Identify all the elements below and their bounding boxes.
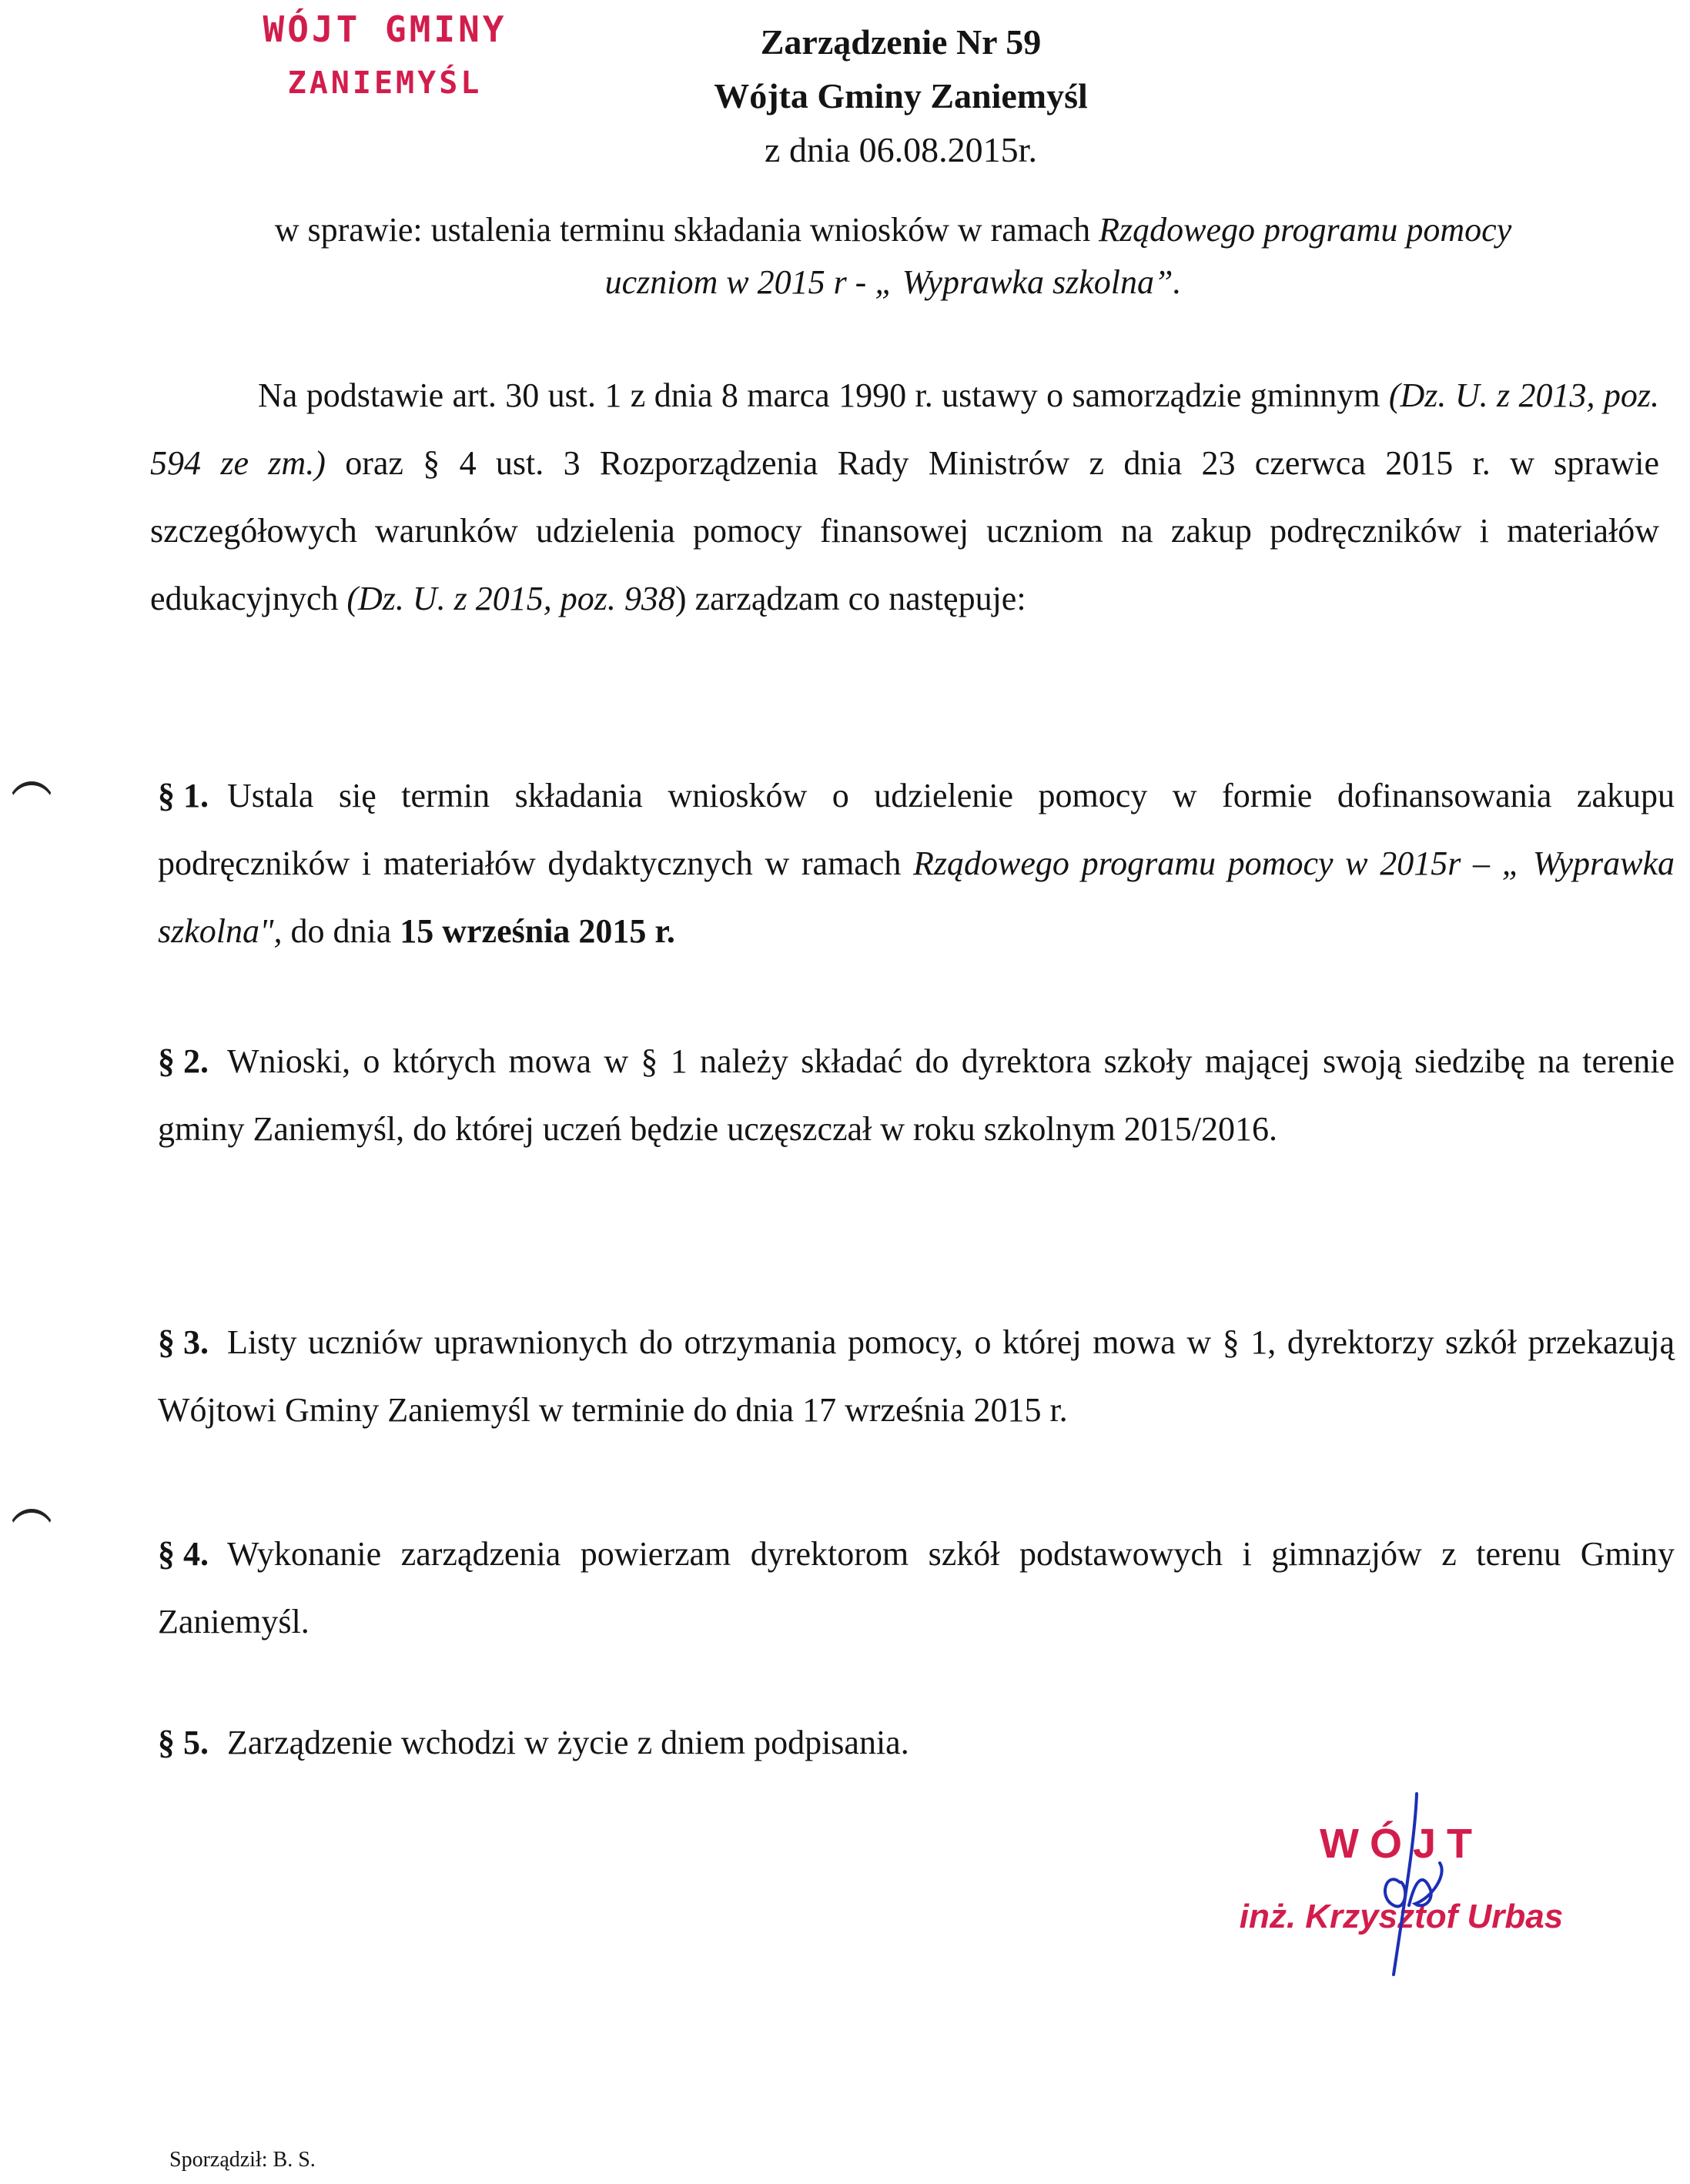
section-2	[158, 1028, 1675, 1163]
document-title: Zarządzenie Nr 59	[760, 22, 1042, 62]
handwritten-signature	[1363, 1790, 1478, 1982]
subject-program-cont: uczniom w 2015 r - „ Wyprawka szkolna”.	[604, 263, 1182, 301]
section-program-name: Rządowego programu pomocy w 2015r – „ Wyprawka szkolna",	[158, 845, 1675, 950]
punch-hole-mark	[8, 781, 55, 808]
section-number: § 2.	[158, 1042, 209, 1080]
document-header	[601, 15, 1201, 177]
stamp-line-1: WÓJT GMINY	[263, 8, 507, 50]
section-text: do dnia	[282, 912, 400, 950]
section-deadline: 15 września 2015 r.	[400, 912, 675, 950]
document-subject	[154, 204, 1632, 309]
subject-program: Rządowego programu pomocy	[1099, 211, 1512, 249]
punch-hole-mark	[8, 1509, 55, 1536]
section-text: Zarządzenie wchodzi w życie z dniem podpisania.	[227, 1724, 909, 1761]
section-text: Ustala się termin składania wniosków o udzielenie pomocy w formie dofinansowania zakupu podręczników i materiałów dydaktycznych w ramach	[158, 777, 1675, 882]
intro-text: Na podstawie art. 30 ust. 1 z dnia 8 marca 1990 r. ustawy o samorządzie gminnym	[258, 376, 1389, 414]
intro-citation: (Dz. U. z 2015, poz. 938	[346, 580, 675, 617]
section-text: Listy uczniów uprawnionych do otrzymania pomocy, o której mowa w § 1, dyrektorzy szkół przekazują Wójtowi Gminy Zaniemyśl w terminie do dnia 17 września 2015 r.	[158, 1323, 1675, 1429]
document-date: z dnia 06.08.2015r.	[765, 130, 1037, 169]
office-stamp-top	[231, 6, 539, 106]
legal-basis-paragraph	[150, 362, 1659, 633]
signature-office: WÓJT	[1320, 1821, 1483, 1867]
section-number: § 5.	[158, 1724, 209, 1761]
intro-citation: (Dz. U. z 2013, poz. 594 ze zm.)	[150, 376, 1660, 482]
signatory-name: inż. Krzysztof Urbas	[1239, 1898, 1564, 1935]
section-1	[158, 762, 1675, 965]
section-number: § 4.	[158, 1535, 209, 1573]
intro-text: ) zarządzam co następuje:	[674, 580, 1026, 617]
section-number: § 1.	[158, 777, 209, 814]
intro-text: oraz § 4 ust. 3 Rozporządzenia Rady Ministrów z dnia 23 czerwca 2015 r. w sprawie szczegółowych warunków udzielenia pomocy finansowej uczniom na zakup podręczników i materiałów edukacyjnych	[150, 444, 1660, 617]
section-5	[158, 1709, 1675, 1777]
section-text: Wykonanie zarządzenia powierzam dyrektorom szkół podstawowych i gimnazjów z terenu Gminy Zaniemyśl.	[158, 1535, 1675, 1641]
section-text: Wnioski, o których mowa w § 1 należy składać do dyrektora szkoły mającej swoją siedzibę na terenie gminy Zaniemyśl, do której uczeń będzie uczęszczał w roku szkolnym 2015/2016.	[158, 1042, 1675, 1148]
section-3	[158, 1309, 1675, 1444]
section-number: § 3.	[158, 1323, 209, 1361]
section-4	[158, 1520, 1675, 1656]
prepared-by-note: Sporządził: B. S.	[169, 2148, 316, 2172]
subject-prefix: w sprawie: ustalenia terminu składania wniosków w ramach	[274, 211, 1091, 249]
stamp-line-2: ZANIEMYŚL	[287, 65, 483, 101]
document-issuer: Wójta Gminy Zaniemyśl	[714, 76, 1088, 115]
